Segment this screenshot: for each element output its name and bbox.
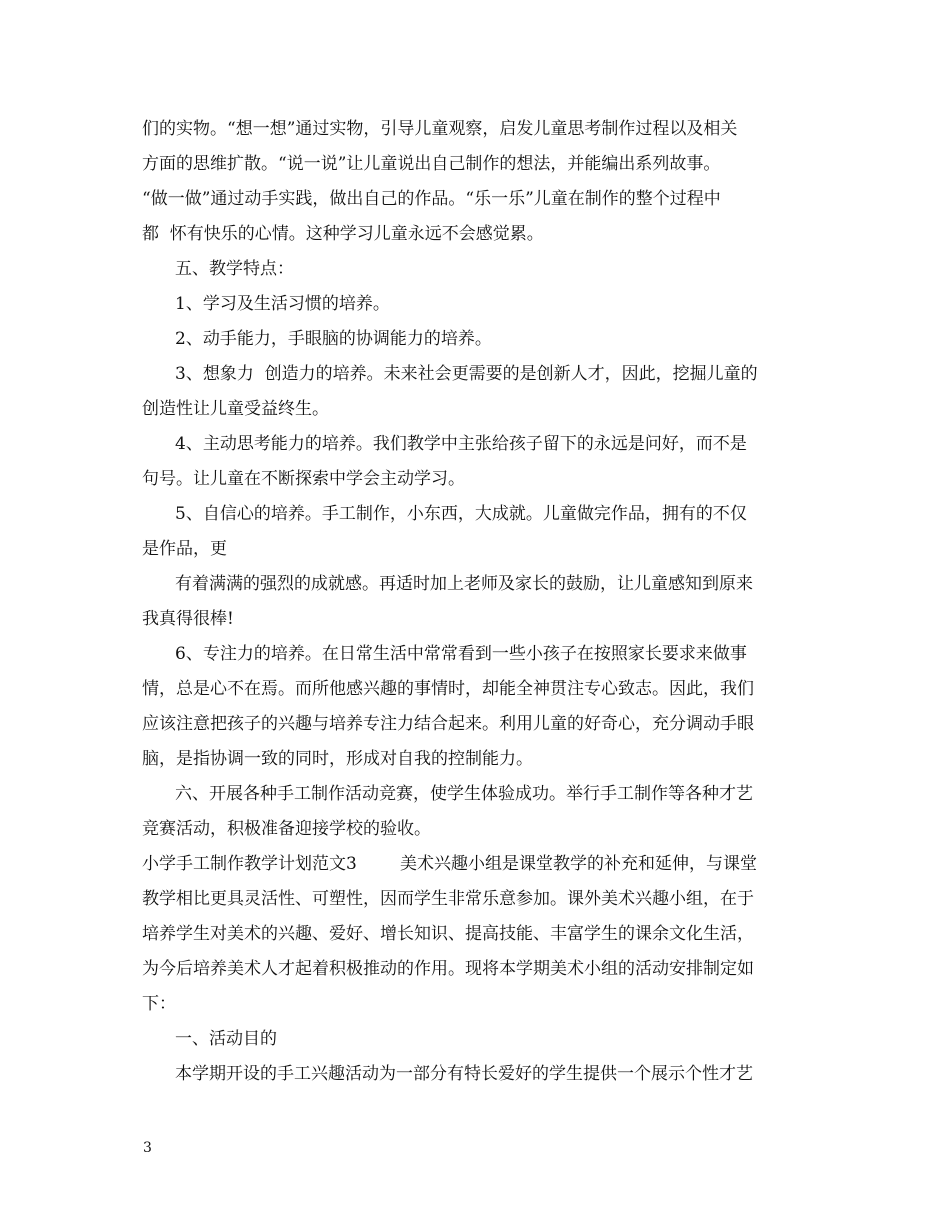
section-heading: 六、开展各种手工制作活动竞赛，使学生体验成功。举行手工制作等各种才艺 [175, 784, 753, 804]
list-item: 3、想象力 创造力的培养。未来社会更需要的是创新人才，因此，挖掘儿童的 [175, 364, 758, 384]
text-line: 我真得很棒! [142, 609, 234, 629]
text-line: 句号。让儿童在不断探索中学会主动学习。 [142, 469, 465, 489]
list-item: 5、自信心的培养。手工制作，小东西，大成就。儿童做完作品，拥有的不仅 [175, 504, 747, 524]
text-line: 方面的思维扩散。“说一说”让儿童说出自己制作的想法，并能编出系列故事。 [142, 154, 721, 174]
list-item: 2、动手能力，手眼脑的协调能力的培养。 [175, 329, 492, 349]
text-line: 脑，是指协调一致的同时，形成对自我的控制能力。 [142, 749, 533, 769]
text-line: 应该注意把孩子的兴趣与培养专注力结合起来。利用儿童的好奇心，充分调动手眼 [142, 714, 754, 734]
section-heading: 五、教学特点： [175, 259, 294, 279]
section-heading: 一、活动目的 [175, 1029, 277, 1049]
text-line: 为今后培养美术人才起着积极推动的作用。现将本学期美术小组的活动安排制定如 [142, 959, 754, 979]
text-line: 培养学生对美术的兴趣、爱好、增长知识、提高技能、丰富学生的课余文化生活， [142, 924, 754, 944]
text-line: 都 怀有快乐的心情。这种学习儿童永远不会感觉累。 [142, 224, 544, 244]
list-item: 4、主动思考能力的培养。我们教学中主张给孩子留下的永远是问好，而不是 [175, 434, 747, 454]
list-item: 6、专注力的培养。在日常生活中常常看到一些小孩子在按照家长要求来做事 [175, 644, 747, 664]
text-line: “做一做”通过动手实践，做出自己的作品。“乐一乐”儿童在制作的整个过程中 [142, 189, 721, 209]
text-line: 教学相比更具灵活性、可塑性，因而学生非常乐意参加。课外美术兴趣小组，在于 [142, 889, 754, 909]
article-title-line: 小学手工制作教学计划范文3 美术兴趣小组是课堂教学的补充和延伸，与课堂 [142, 854, 758, 874]
text-line: 们的实物。“想一想”通过实物，引导儿童观察，启发儿童思考制作过程以及相关 [142, 119, 738, 139]
text-line: 下： [142, 994, 176, 1014]
list-item: 1、学习及生活习惯的培养。 [175, 294, 390, 314]
text-line: 竞赛活动，积极准备迎接学校的验收。 [142, 819, 431, 839]
page-number: 3 [143, 1140, 152, 1156]
text-line: 创造性让儿童受益终生。 [142, 399, 329, 419]
text-line: 情，总是心不在焉。而所他感兴趣的事情时，却能全神贯注专心致志。因此，我们 [142, 679, 754, 699]
text-line: 是作品，更 [142, 539, 227, 559]
text-line: 有着满满的强烈的成就感。再适时加上老师及家长的鼓励，让儿童感知到原来 [175, 574, 753, 594]
text-line: 本学期开设的手工兴趣活动为一部分有特长爱好的学生提供一个展示个性才艺 [175, 1064, 753, 1084]
